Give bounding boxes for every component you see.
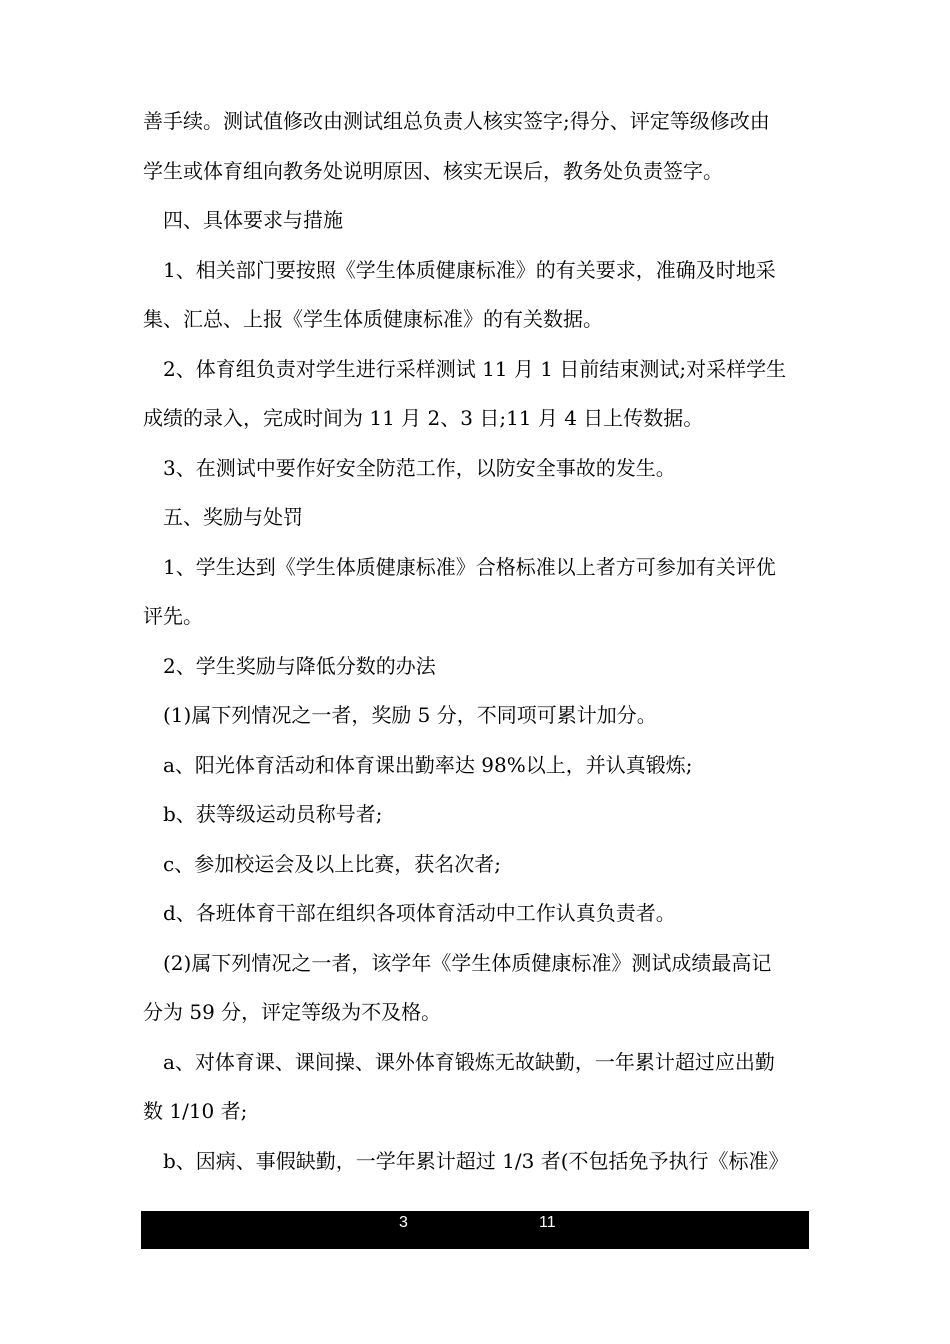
text-line-19: 分为 59 分，评定等级为不及格。 (143, 1000, 442, 1024)
text-line-2: 学生或体育组向教务处说明原因、核实无误后，教务处负责签字。 (143, 158, 723, 183)
text-line-20: a、对体育课、课间操、课外体育锻炼无故缺勤，一年累计超过应出勤 (143, 1049, 775, 1074)
current-page-number: 3 (399, 1214, 408, 1231)
text-line-22: b、因病、事假缺勤，一学年累计超过 1/3 者(不包括免予执行《标准》 (143, 1148, 789, 1173)
text-line-7: 成绩的录入，完成时间为 11 月 2、3 日;11 月 4 日上传数据。 (143, 406, 704, 430)
text-line-4: 1、相关部门要按照《学生体质健康标准》的有关要求，准确及时地采 (143, 257, 776, 282)
text-line-14: a、阳光体育活动和体育课出勤率达 98%以上，并认真锻炼; (143, 752, 693, 777)
page-footer-bar (141, 1211, 809, 1249)
text-line-15: b、获等级运动员称号者; (143, 802, 383, 826)
text-line-16: c、参加校运会及以上比赛，获名次者; (143, 851, 501, 876)
document-body (143, 97, 805, 1186)
section-heading-rewards: 五、奖励与处罚 (143, 505, 303, 529)
text-line-10: 1、学生达到《学生体质健康标准》合格标准以上者方可参加有关评优 (143, 554, 776, 579)
section-heading-requirements: 四、具体要求与措施 (143, 208, 343, 232)
text-line-13: (1)属下列情况之一者，奖励 5 分，不同项可累计加分。 (143, 703, 657, 727)
text-line-6: 2、体育组负责对学生进行采样测试 11 月 1 日前结束测试;对采样学生 (143, 356, 787, 381)
text-line-17: d、各班体育干部在组织各项体育活动中工作认真负责者。 (143, 901, 676, 925)
text-line-5: 集、汇总、上报《学生体质健康标准》的有关数据。 (143, 307, 603, 331)
total-pages-number: 11 (539, 1214, 556, 1231)
text-line-12: 2、学生奖励与降低分数的办法 (143, 653, 436, 678)
text-line-11: 评先。 (143, 604, 203, 628)
text-line-18: (2)属下列情况之一者，该学年《学生体质健康标准》测试成绩最高记 (143, 950, 772, 975)
text-line-8: 3、在测试中要作好安全防范工作，以防安全事故的发生。 (143, 455, 676, 480)
text-line-1: 善手续。测试值修改由测试组总负责人核实签字;得分、评定等级修改由 (143, 109, 770, 133)
text-line-21: 数 1/10 者; (143, 1099, 248, 1123)
